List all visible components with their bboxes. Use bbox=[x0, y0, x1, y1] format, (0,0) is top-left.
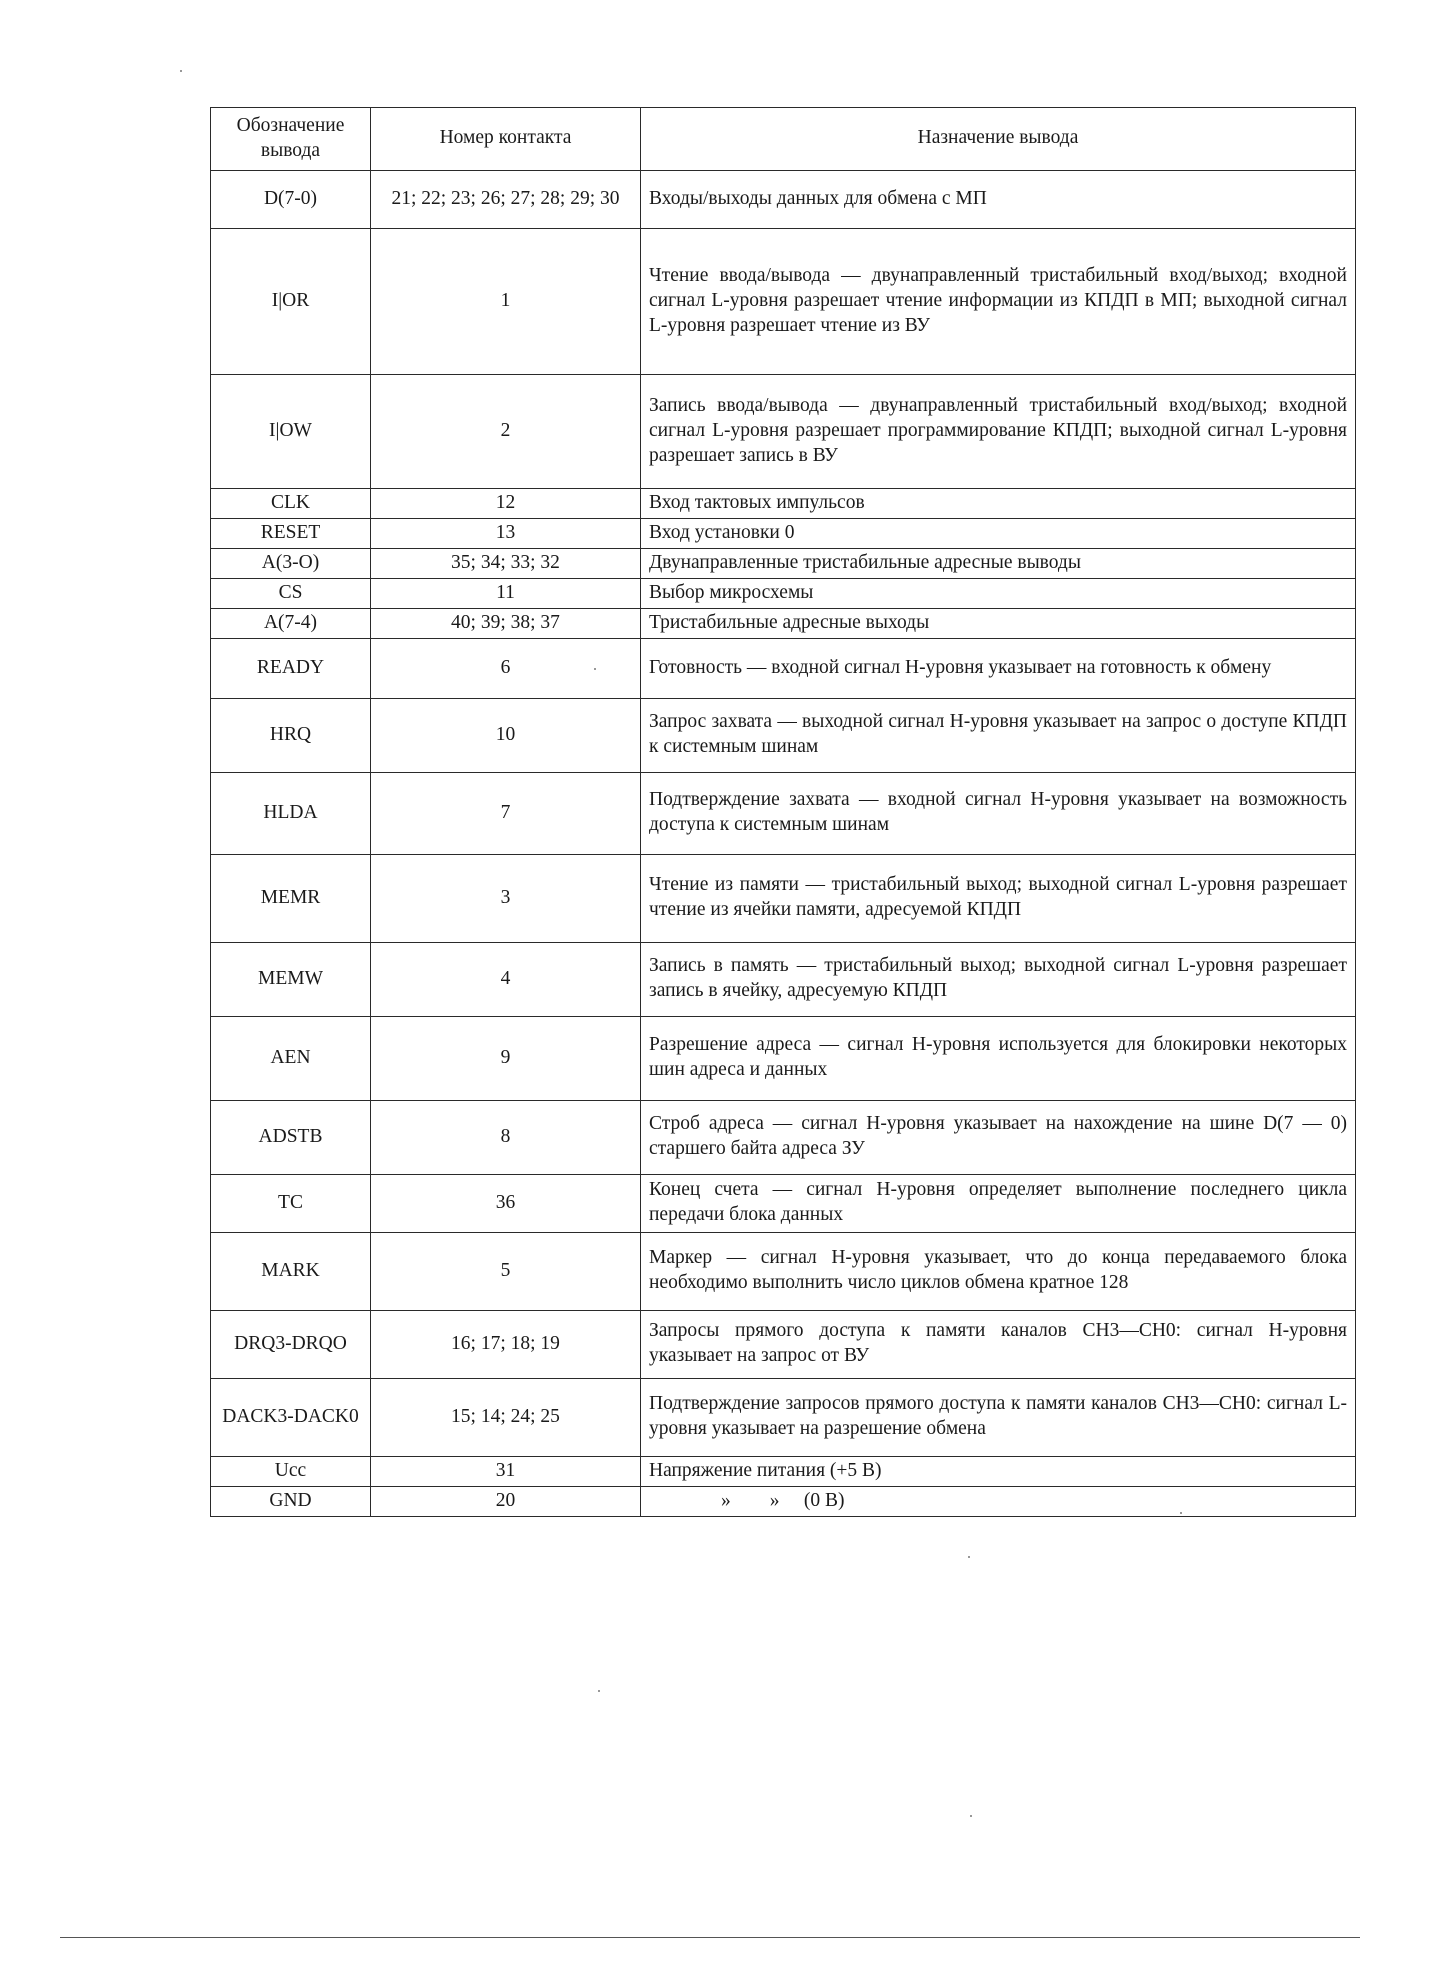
description-cell: Вход тактовых импульсов bbox=[641, 488, 1356, 518]
contact-cell: 21; 22; 23; 26; 27; 28; 29; 30 bbox=[371, 170, 641, 228]
table-row bbox=[211, 548, 1356, 578]
description-cell: » » (0 В) bbox=[641, 1486, 1356, 1516]
table-row bbox=[211, 228, 1356, 374]
table-header-row bbox=[211, 108, 1356, 171]
pin-cell: RESET bbox=[211, 518, 371, 548]
pin-cell: DACK3-DACK0 bbox=[211, 1378, 371, 1456]
pin-cell: GND bbox=[211, 1486, 371, 1516]
table-row bbox=[211, 772, 1356, 854]
table-row bbox=[211, 1456, 1356, 1486]
scan-artifact-line bbox=[60, 1937, 1360, 1938]
contact-cell: 10 bbox=[371, 698, 641, 772]
contact-cell: 8 bbox=[371, 1100, 641, 1174]
contact-cell: 6 bbox=[371, 638, 641, 698]
scan-artifact-dot bbox=[594, 668, 596, 670]
contact-cell: 20 bbox=[371, 1486, 641, 1516]
pin-assignment-table bbox=[210, 107, 1356, 1517]
pin-cell: MARK bbox=[211, 1232, 371, 1310]
table-row bbox=[211, 1232, 1356, 1310]
description-cell: Чтение из памяти — тристабильный выход; выходной сигнал L-уровня разрешает чтение из ячейки памяти, адресуемой КПДП bbox=[641, 854, 1356, 942]
contact-cell: 3 bbox=[371, 854, 641, 942]
contact-cell: 36 bbox=[371, 1174, 641, 1232]
scan-artifact-dot bbox=[598, 1690, 600, 1692]
header-pin-purpose: Назначение вывода bbox=[641, 108, 1356, 171]
table-row bbox=[211, 608, 1356, 638]
description-cell: Строб адреса — сигнал Н-уровня указывает на нахождение на шине D(7 — 0) старшего байта адреса ЗУ bbox=[641, 1100, 1356, 1174]
pin-cell: MEMR bbox=[211, 854, 371, 942]
pin-cell: I|OR bbox=[211, 228, 371, 374]
contact-cell: 35; 34; 33; 32 bbox=[371, 548, 641, 578]
description-cell: Маркер — сигнал Н-уровня указывает, что до конца передаваемого блока необходимо выполнить число циклов обмена кратное 128 bbox=[641, 1232, 1356, 1310]
scan-artifact-dot bbox=[1180, 1512, 1182, 1514]
pin-cell: A(7-4) bbox=[211, 608, 371, 638]
table-row bbox=[211, 638, 1356, 698]
pin-cell: MEMW bbox=[211, 942, 371, 1016]
table-row bbox=[211, 698, 1356, 772]
table-row bbox=[211, 1310, 1356, 1378]
description-cell: Запись в память — тристабильный выход; выходной сигнал L-уровня разрешает запись в ячейку, адресуемую КПДП bbox=[641, 942, 1356, 1016]
contact-cell: 5 bbox=[371, 1232, 641, 1310]
table-row bbox=[211, 374, 1356, 488]
pin-cell: CS bbox=[211, 578, 371, 608]
table-row bbox=[211, 942, 1356, 1016]
contact-cell: 7 bbox=[371, 772, 641, 854]
contact-cell: 12 bbox=[371, 488, 641, 518]
description-cell: Готовность — входной сигнал Н-уровня указывает на готовность к обмену bbox=[641, 638, 1356, 698]
description-cell: Тристабильные адресные выходы bbox=[641, 608, 1356, 638]
description-cell: Подтверждение запросов прямого доступа к памяти каналов СН3—СН0: сигнал L-уровня указывает на разрешение обмена bbox=[641, 1378, 1356, 1456]
pin-cell: READY bbox=[211, 638, 371, 698]
description-cell: Напряжение питания (+5 В) bbox=[641, 1456, 1356, 1486]
contact-cell: 9 bbox=[371, 1016, 641, 1100]
contact-cell: 40; 39; 38; 37 bbox=[371, 608, 641, 638]
header-pin-designation: Обозначение вывода bbox=[211, 108, 371, 171]
contact-cell: 2 bbox=[371, 374, 641, 488]
contact-cell: 11 bbox=[371, 578, 641, 608]
table-row bbox=[211, 578, 1356, 608]
pin-cell: A(3-O) bbox=[211, 548, 371, 578]
pin-cell: TC bbox=[211, 1174, 371, 1232]
description-cell: Чтение ввода/вывода — двунаправленный тристабильный вход/выход; входной сигнал L-уровня разрешает чтение информации из КПДП в МП; выходной сигнал L-уровня разрешает чтение из ВУ bbox=[641, 228, 1356, 374]
description-cell: Запросы прямого доступа к памяти каналов СН3—СН0: сигнал Н-уровня указывает на запрос от ВУ bbox=[641, 1310, 1356, 1378]
header-contact-number: Номер контакта bbox=[371, 108, 641, 171]
description-cell: Разрешение адреса — сигнал Н-уровня используется для блокировки некоторых шин адреса и данных bbox=[641, 1016, 1356, 1100]
contact-cell: 16; 17; 18; 19 bbox=[371, 1310, 641, 1378]
table-row bbox=[211, 170, 1356, 228]
table-row bbox=[211, 518, 1356, 548]
pin-cell: I|OW bbox=[211, 374, 371, 488]
scan-artifact-dot bbox=[180, 70, 182, 72]
contact-cell: 13 bbox=[371, 518, 641, 548]
contact-cell: 31 bbox=[371, 1456, 641, 1486]
description-cell: Двунаправленные тристабильные адресные выводы bbox=[641, 548, 1356, 578]
pin-cell: ADSTB bbox=[211, 1100, 371, 1174]
description-cell: Запрос захвата — выходной сигнал Н-уровня указывает на запрос о доступе КПДП к системным шинам bbox=[641, 698, 1356, 772]
table-row bbox=[211, 488, 1356, 518]
scan-artifact-dot bbox=[968, 1556, 970, 1558]
pin-cell: CLK bbox=[211, 488, 371, 518]
table-row bbox=[211, 1174, 1356, 1232]
pin-cell: DRQ3-DRQO bbox=[211, 1310, 371, 1378]
table-row bbox=[211, 854, 1356, 942]
pin-cell: AEN bbox=[211, 1016, 371, 1100]
description-cell: Выбор микросхемы bbox=[641, 578, 1356, 608]
contact-cell: 15; 14; 24; 25 bbox=[371, 1378, 641, 1456]
description-cell: Подтверждение захвата — входной сигнал Н-уровня указывает на возможность доступа к системным шинам bbox=[641, 772, 1356, 854]
description-cell: Запись ввода/вывода — двунаправленный тристабильный вход/выход; входной сигнал L-уровня разрешает программирование КПДП; выходной сигнал L-уровня разрешает запись в ВУ bbox=[641, 374, 1356, 488]
description-cell: Входы/выходы данных для обмена с МП bbox=[641, 170, 1356, 228]
pin-cell: HRQ bbox=[211, 698, 371, 772]
contact-cell: 1 bbox=[371, 228, 641, 374]
table-row bbox=[211, 1100, 1356, 1174]
description-cell: Вход установки 0 bbox=[641, 518, 1356, 548]
pin-cell: HLDA bbox=[211, 772, 371, 854]
table-row bbox=[211, 1016, 1356, 1100]
contact-cell: 4 bbox=[371, 942, 641, 1016]
pin-cell: Ucc bbox=[211, 1456, 371, 1486]
table-row bbox=[211, 1486, 1356, 1516]
scan-artifact-dot bbox=[970, 1815, 972, 1817]
pin-cell: D(7-0) bbox=[211, 170, 371, 228]
description-cell: Конец счета — сигнал Н-уровня определяет выполнение последнего цикла передачи блока данных bbox=[641, 1174, 1356, 1232]
table-row bbox=[211, 1378, 1356, 1456]
